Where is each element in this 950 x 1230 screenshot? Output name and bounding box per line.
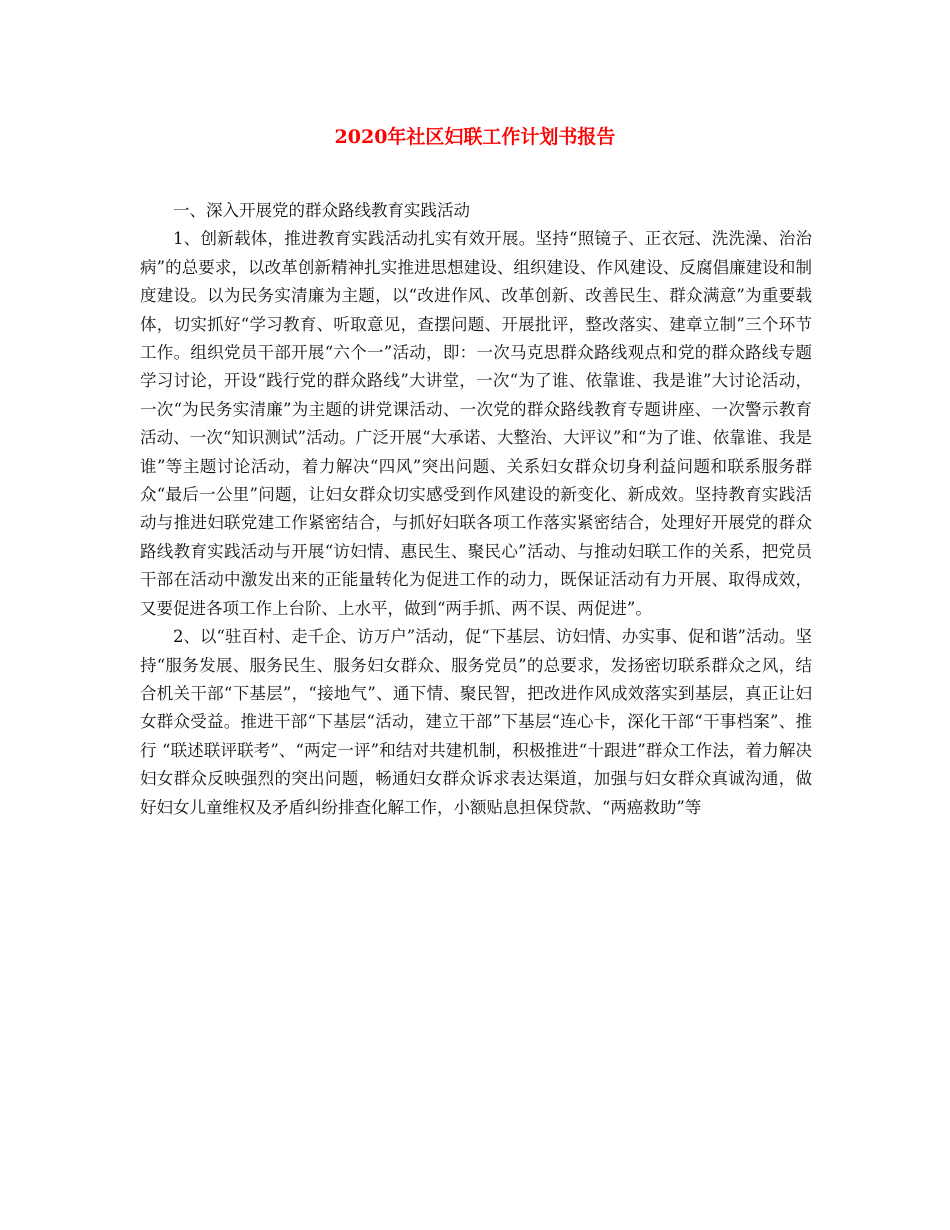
paragraph-2: 2、以“驻百村、走千企、访万户”活动，促“下基层、访妇情、办实事、促和谐”活动。坚持“服务发展、服务民生、服务妇女群众、服务党员”的总要求，发扬密切联系群众之风，结合机关干部“下基层”，“接地气”、通下情、聚民智，把改进作风成效落实到基层，真正让妇女群众受益。推进干部“下基层“活动，建立干部”下基层“连心卡，深化干部“干事档案”、推行 “联述联评联考”、“两定一评”和结对共建机制，积极推进“十跟进”群众工作法，着力解决妇女群众反映强烈的突出问题，畅通妇女群众诉求表达渠道，加强与妇女群众真诚沟通，做好妇女儿童维权及矛盾纠纷排查化解工作，小额贴息担保贷款、“两癌救助”等 <box>140 627 812 817</box>
section-heading: 一、深入开展党的群众路线教育实践活动 <box>173 201 470 220</box>
document-body <box>140 197 812 822</box>
paragraph-1: 1、创新载体，推进教育实践活动扎实有效开展。坚持“照镜子、正衣冠、洗洗澡、治治病”的总要求，以改革创新精神扎实推进思想建设、组织建设、作风建设、反腐倡廉建设和制度建设。以为民务实清廉为主题，以“改进作风、改革创新、改善民生、群众满意”为重要载体，切实抓好“学习教育、听取意见，查摆问题、开展批评，整改落实、建章立制”三个环节工作。组织党员干部开展“六个一”活动，即：一次马克思群众路线观点和党的群众路线专题学习讨论，开设“践行党的群众路线”大讲堂，一次“为了谁、依靠谁、我是谁”大讨论活动，一次“为民务实清廉”为主题的讲党课活动、一次党的群众路线教育专题讲座、一次警示教育活动、一次“知识测试”活动。广泛开展“大承诺、大整治、大评议”和“为了谁、依靠谁、我是谁”等主题讨论活动，着力解决“四风”突出问题、关系妇女群众切身利益问题和联系服务群众“最后一公里”问题，让妇女群众切实感受到作风建设的新变化、新成效。坚持教育实践活动与推进妇联党建工作紧密结合，与抓好妇联各项工作落实紧密结合，处理好开展党的群众路线教育实践活动与开展“访妇情、惠民生、聚民心”活动、与推动妇联工作的关系，把党员干部在活动中激发出来的正能量转化为促进工作的动力，既保证活动有力开展、取得成效，又要促进各项工作上台阶、上水平，做到“两手抓、两不误、两促进”。 <box>140 229 812 618</box>
document-title: 2020年社区妇联工作计划书报告 <box>334 126 616 148</box>
